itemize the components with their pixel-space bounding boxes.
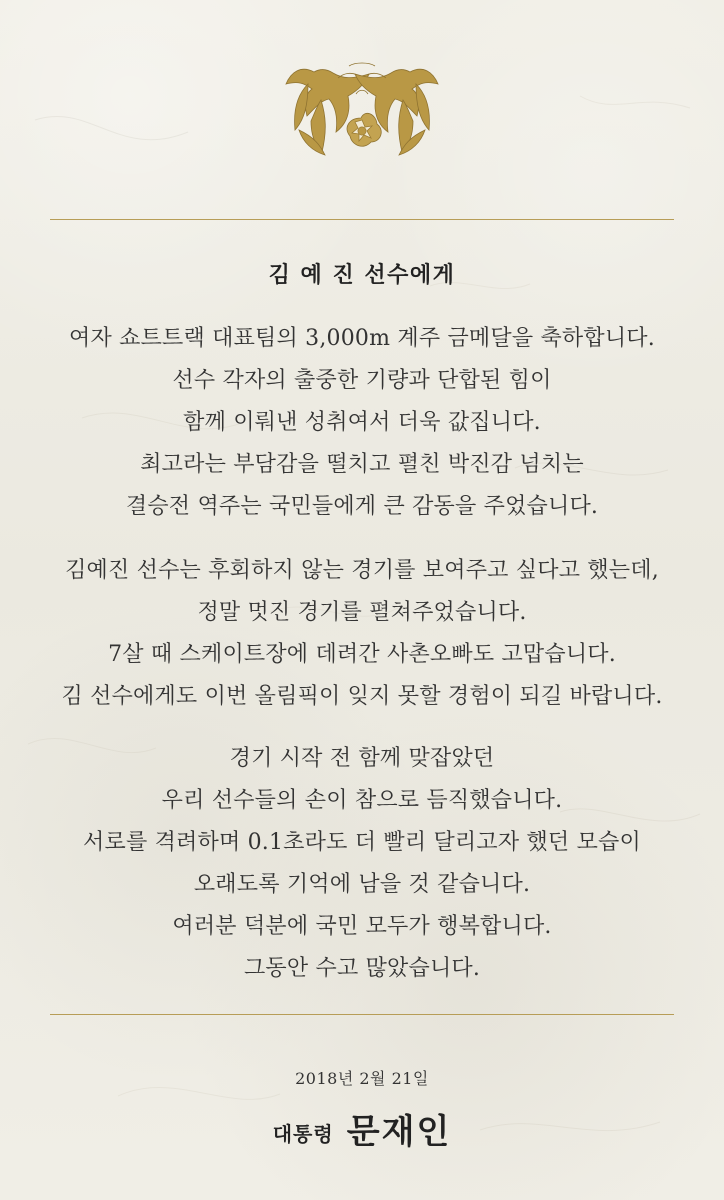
paragraph-line: 7살 때 스케이트장에 데려간 사촌오빠도 고맙습니다.	[108, 642, 616, 667]
paragraph-line: 서로를 격려하며 0.1초라도 더 빨리 달리고자 했던 모습이	[83, 830, 641, 855]
paragraph-line: 정말 멋진 경기를 펼쳐주었습니다.	[197, 600, 527, 625]
paragraph-line: 여러분 덕분에 국민 모두가 행복합니다.	[172, 914, 552, 939]
paragraph-line: 그동안 수고 많았습니다.	[243, 956, 481, 981]
letter-date: 2018년 2월 21일	[295, 1069, 429, 1088]
signature-block	[0, 1104, 724, 1153]
paragraph-line: 최고라는 부담감을 떨치고 펼친 박진감 넘치는	[140, 452, 584, 477]
top-divider	[50, 219, 674, 220]
paragraph-line: 오래도록 기억에 남을 것 같습니다.	[193, 872, 531, 897]
paragraph-line: 함께 이뤄낸 성취여서 더욱 값집니다.	[183, 410, 541, 435]
paragraph-line: 여자 쇼트트랙 대표팀의 3,000m 계주 금메달을 축하합니다.	[69, 326, 655, 351]
paragraph-line: 결승전 역주는 국민들에게 큰 감동을 주었습니다.	[125, 494, 599, 519]
paragraph-line: 우리 선수들의 손이 참으로 듬직했습니다.	[161, 788, 563, 813]
paragraph-line: 경기 시작 전 함께 맞잡았던	[229, 746, 495, 771]
paragraph-1	[42, 318, 682, 528]
paragraph-line: 선수 각자의 출중한 기량과 단합된 힘이	[172, 368, 552, 393]
paragraph-2	[42, 550, 682, 718]
presidential-phoenix-emblem-icon	[277, 54, 447, 166]
bottom-divider	[50, 1014, 674, 1015]
signer-name: 문재인	[346, 1112, 452, 1152]
paragraph-line: 김예진 선수는 후회하지 않는 경기를 보여주고 싶다고 했는데,	[65, 558, 659, 583]
signer-title: 대통령	[272, 1122, 334, 1146]
paragraph-3	[42, 738, 682, 990]
paragraph-line: 김 선수에게도 이번 올림픽이 잊지 못할 경험이 되길 바랍니다.	[61, 684, 663, 709]
letter-title: 김 예 진 선수에게	[268, 262, 456, 288]
